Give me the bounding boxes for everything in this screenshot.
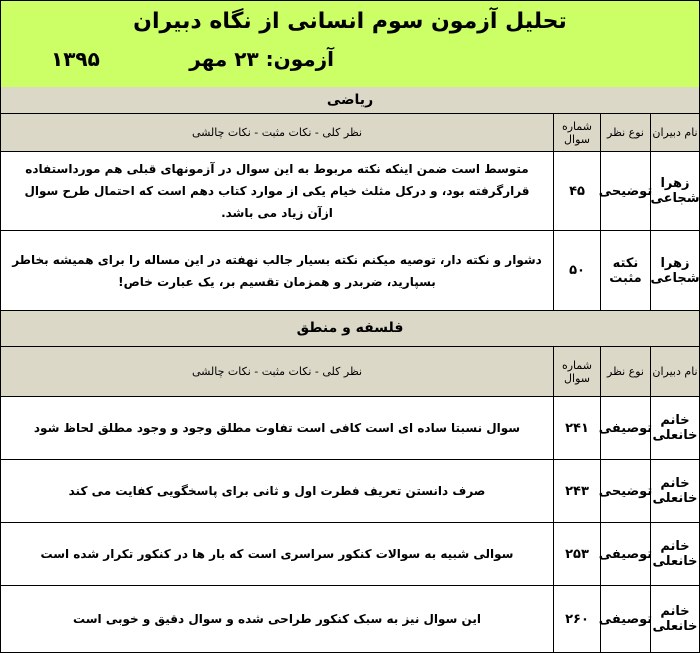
header-teacher: نام دبیران xyxy=(650,114,699,151)
table-row xyxy=(1,523,699,586)
header-number: شماره سوال xyxy=(553,114,600,151)
comment-text: صرف دانستن تعریف فطرت اول و ثانی برای پاسخگویی کفایت می کند xyxy=(68,484,486,498)
table-header xyxy=(1,114,699,152)
comment-type: توصیفی xyxy=(600,523,650,585)
header-type: نوع نظر xyxy=(600,114,650,151)
comment-type: توضیحی xyxy=(600,460,650,522)
table-row xyxy=(1,231,699,311)
comment-text: سوالی شبیه به سوالات کنکور سراسری است که بار ها در کنکور تکرار شده است xyxy=(40,547,514,561)
question-number: ۴۵ xyxy=(553,152,600,230)
teacher-name: خانم خانعلی xyxy=(650,523,699,585)
teacher-name: زهرا شجاعی xyxy=(650,152,699,230)
teacher-name: خانم خانعلی xyxy=(650,586,699,652)
table-row xyxy=(1,397,699,460)
table-row xyxy=(1,586,699,652)
document-title: تحلیل آزمون سوم انسانی از نگاه دبیران xyxy=(133,9,567,34)
comment-type: توصیفی xyxy=(600,397,650,459)
teacher-name: زهرا شجاعی xyxy=(650,231,699,310)
question-number: ۲۵۳ xyxy=(553,523,600,585)
question-number: ۲۴۳ xyxy=(553,460,600,522)
header-comment: نظر کلی - نکات مثبت - نکات چالشی xyxy=(191,365,363,378)
table-row xyxy=(1,152,699,231)
header-type: نوع نظر xyxy=(600,347,650,396)
table-header xyxy=(1,347,699,397)
table-row xyxy=(1,460,699,523)
section-heading: فلسفه و منطق xyxy=(1,311,699,347)
comment-type: توصیفی xyxy=(600,586,650,652)
header-teacher: نام دبیران xyxy=(650,347,699,396)
comment-text: متوسط است ضمن اینکه نکته مربوط به این سوال در آزمونهای قبلی هم مورداستفاده قرارگرفته بود، و درکل مثلث خیام یکی از موارد کتاب دهم است که احتمال طرح سوال ازآن زیاد می باشد. xyxy=(24,162,530,220)
exam-year: ۱۳۹۵ xyxy=(51,47,100,71)
header-comment: نظر کلی - نکات مثبت - نکات چالشی xyxy=(191,126,363,139)
comment-text: دشوار و نکته دار، توصیه میکنم نکته بسیار جالب نهفته در این مساله را برای همیشه بخاطر بسپارید، ضربدر و همزمان تقسیم بر، یک عبارت خاص! xyxy=(12,252,542,289)
title-banner xyxy=(1,1,699,88)
comment-type: توضیحی xyxy=(600,152,650,230)
comment-type: نکته مثبت xyxy=(600,231,650,310)
exam-date: آزمون: ۲۳ مهر xyxy=(189,47,334,71)
teacher-name: خانم خانعلی xyxy=(650,397,699,459)
comment-text: سوال نسبتا ساده ای است کافی است تفاوت مطلق وجود و وجود مطلق لحاظ شود xyxy=(33,421,521,435)
comment-text: این سوال نیز به سبک کنکور طراحی شده و سوال دقیق و خوبی است xyxy=(73,612,481,626)
question-number: ۲۴۱ xyxy=(553,397,600,459)
question-number: ۲۶۰ xyxy=(553,586,600,652)
section-heading: ریاضی xyxy=(1,87,699,114)
header-number: شماره سوال xyxy=(553,347,600,396)
question-number: ۵۰ xyxy=(553,231,600,310)
teacher-name: خانم خانعلی xyxy=(650,460,699,522)
